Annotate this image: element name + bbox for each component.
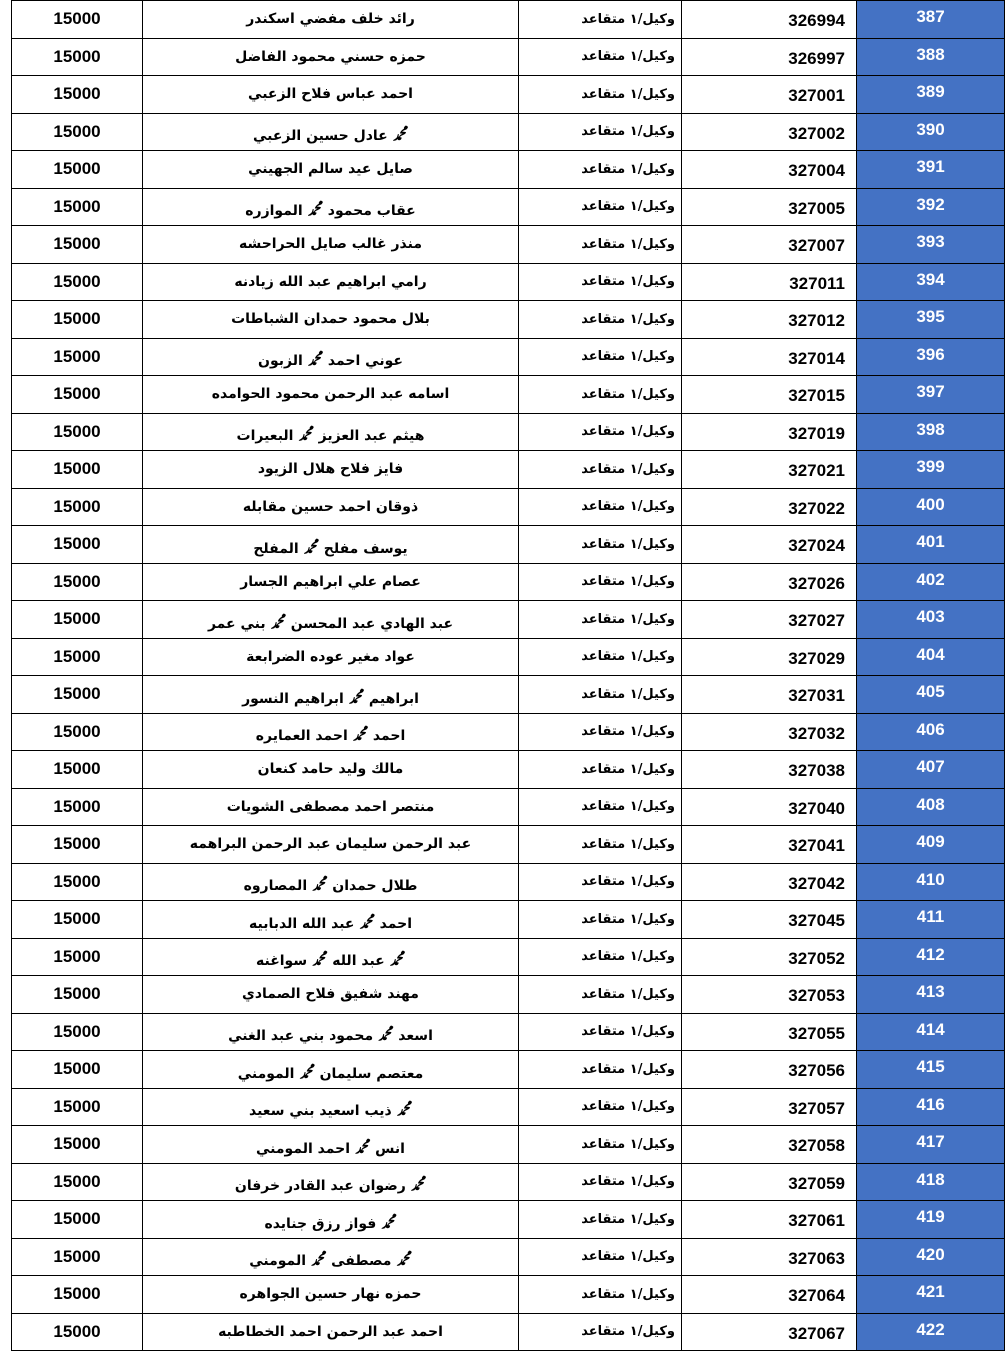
- row-index-cell: 404: [857, 638, 1005, 676]
- name-cell: منتصر احمد مصطفى الشويات: [143, 788, 519, 826]
- name-cell: يوسف مفلح ﷴ المفلح: [143, 526, 519, 564]
- id-number-cell: 327007: [682, 226, 857, 264]
- id-number-cell: 327041: [682, 826, 857, 864]
- rank-cell: وكيل/١ متقاعد: [519, 151, 682, 189]
- amount-cell: 15000: [12, 376, 143, 414]
- table-row: [12, 1126, 1005, 1164]
- row-index-cell: 402: [857, 563, 1005, 601]
- row-index-cell: 414: [857, 1013, 1005, 1051]
- row-index-cell: 387: [857, 1, 1005, 39]
- row-index-cell: 422: [857, 1313, 1005, 1351]
- id-number-cell: 327031: [682, 676, 857, 714]
- table-row: [12, 1051, 1005, 1089]
- id-number-cell: 327061: [682, 1201, 857, 1239]
- id-number-cell: 327014: [682, 338, 857, 376]
- rank-cell: وكيل/١ متقاعد: [519, 976, 682, 1014]
- table-row: [12, 863, 1005, 901]
- row-index-cell: 410: [857, 863, 1005, 901]
- amount-cell: 15000: [12, 113, 143, 151]
- amount-cell: 15000: [12, 563, 143, 601]
- row-index-cell: 421: [857, 1276, 1005, 1314]
- rank-cell: وكيل/١ متقاعد: [519, 826, 682, 864]
- name-cell: صايل عيد سالم الجهيني: [143, 151, 519, 189]
- rank-cell: وكيل/١ متقاعد: [519, 901, 682, 939]
- name-cell: ﷴ مصطفى ﷴ المومني: [143, 1238, 519, 1276]
- amount-cell: 15000: [12, 263, 143, 301]
- name-cell: ﷴ رضوان عبد القادر خرفان: [143, 1163, 519, 1201]
- amount-cell: 15000: [12, 863, 143, 901]
- row-index-cell: 416: [857, 1088, 1005, 1126]
- rank-cell: وكيل/١ متقاعد: [519, 188, 682, 226]
- records-table: [11, 0, 1005, 1351]
- name-cell: رائد خلف مفضي اسكندر: [143, 1, 519, 39]
- table-row: [12, 226, 1005, 264]
- rank-cell: وكيل/١ متقاعد: [519, 376, 682, 414]
- table-row: [12, 676, 1005, 714]
- rank-cell: وكيل/١ متقاعد: [519, 1051, 682, 1089]
- rank-cell: وكيل/١ متقاعد: [519, 38, 682, 76]
- id-number-cell: 327063: [682, 1238, 857, 1276]
- row-index-cell: 393: [857, 226, 1005, 264]
- amount-cell: 15000: [12, 1201, 143, 1239]
- table-row: [12, 376, 1005, 414]
- rank-cell: وكيل/١ متقاعد: [519, 526, 682, 564]
- row-index-cell: 399: [857, 451, 1005, 489]
- rank-cell: وكيل/١ متقاعد: [519, 563, 682, 601]
- id-number-cell: 327021: [682, 451, 857, 489]
- table-row: [12, 413, 1005, 451]
- amount-cell: 15000: [12, 638, 143, 676]
- id-number-cell: 326997: [682, 38, 857, 76]
- rank-cell: وكيل/١ متقاعد: [519, 676, 682, 714]
- table-row: [12, 1, 1005, 39]
- rank-cell: وكيل/١ متقاعد: [519, 713, 682, 751]
- row-index-cell: 396: [857, 338, 1005, 376]
- id-number-cell: 327056: [682, 1051, 857, 1089]
- row-index-cell: 392: [857, 188, 1005, 226]
- id-number-cell: 327002: [682, 113, 857, 151]
- table-row: [12, 1201, 1005, 1239]
- table-row: [12, 301, 1005, 339]
- table-row: [12, 601, 1005, 639]
- row-index-cell: 415: [857, 1051, 1005, 1089]
- id-number-cell: 327027: [682, 601, 857, 639]
- row-index-cell: 390: [857, 113, 1005, 151]
- name-cell: فايز فلاح هلال الزيود: [143, 451, 519, 489]
- table-row: [12, 76, 1005, 114]
- rank-cell: وكيل/١ متقاعد: [519, 1201, 682, 1239]
- rank-cell: وكيل/١ متقاعد: [519, 338, 682, 376]
- row-index-cell: 389: [857, 76, 1005, 114]
- id-number-cell: 327032: [682, 713, 857, 751]
- table-row: [12, 1238, 1005, 1276]
- id-number-cell: 326994: [682, 1, 857, 39]
- id-number-cell: 327055: [682, 1013, 857, 1051]
- name-cell: حمزه حسني محمود الفاضل: [143, 38, 519, 76]
- rank-cell: وكيل/١ متقاعد: [519, 113, 682, 151]
- id-number-cell: 327005: [682, 188, 857, 226]
- amount-cell: 15000: [12, 1238, 143, 1276]
- table-row: [12, 113, 1005, 151]
- name-cell: عوني احمد ﷴ الزبون: [143, 338, 519, 376]
- table-row: [12, 938, 1005, 976]
- id-number-cell: 327019: [682, 413, 857, 451]
- rank-cell: وكيل/١ متقاعد: [519, 301, 682, 339]
- row-index-cell: 407: [857, 751, 1005, 789]
- row-index-cell: 398: [857, 413, 1005, 451]
- rank-cell: وكيل/١ متقاعد: [519, 1126, 682, 1164]
- amount-cell: 15000: [12, 676, 143, 714]
- rank-cell: وكيل/١ متقاعد: [519, 1088, 682, 1126]
- name-cell: عقاب محمود ﷴ الموازره: [143, 188, 519, 226]
- records-table-body: [12, 1, 1005, 1351]
- row-index-cell: 395: [857, 301, 1005, 339]
- rank-cell: وكيل/١ متقاعد: [519, 1, 682, 39]
- row-index-cell: 391: [857, 151, 1005, 189]
- id-number-cell: 327053: [682, 976, 857, 1014]
- id-number-cell: 327042: [682, 863, 857, 901]
- rank-cell: وكيل/١ متقاعد: [519, 1013, 682, 1051]
- id-number-cell: 327038: [682, 751, 857, 789]
- table-row: [12, 826, 1005, 864]
- row-index-cell: 419: [857, 1201, 1005, 1239]
- name-cell: ﷴ ذيب اسعيد بني سعيد: [143, 1088, 519, 1126]
- amount-cell: 15000: [12, 1313, 143, 1351]
- name-cell: طلال حمدان ﷴ المصاروه: [143, 863, 519, 901]
- name-cell: هيثم عبد العزيز ﷴ البعيرات: [143, 413, 519, 451]
- row-index-cell: 413: [857, 976, 1005, 1014]
- id-number-cell: 327011: [682, 263, 857, 301]
- rank-cell: وكيل/١ متقاعد: [519, 788, 682, 826]
- name-cell: احمد ﷴ احمد العمايره: [143, 713, 519, 751]
- name-cell: مالك وليد حامد كنعان: [143, 751, 519, 789]
- id-number-cell: 327059: [682, 1163, 857, 1201]
- name-cell: حمزه نهار حسين الجواهره: [143, 1276, 519, 1314]
- table-row: [12, 263, 1005, 301]
- amount-cell: 15000: [12, 338, 143, 376]
- amount-cell: 15000: [12, 1163, 143, 1201]
- row-index-cell: 417: [857, 1126, 1005, 1164]
- table-row: [12, 713, 1005, 751]
- name-cell: رامي ابراهيم عبد الله زيادنه: [143, 263, 519, 301]
- rank-cell: وكيل/١ متقاعد: [519, 1163, 682, 1201]
- name-cell: منذر غالب صايل الحراحشه: [143, 226, 519, 264]
- name-cell: ﷴ عبد الله ﷴ سواغنه: [143, 938, 519, 976]
- amount-cell: 15000: [12, 38, 143, 76]
- rank-cell: وكيل/١ متقاعد: [519, 638, 682, 676]
- table-row: [12, 1013, 1005, 1051]
- id-number-cell: 327045: [682, 901, 857, 939]
- rank-cell: وكيل/١ متقاعد: [519, 451, 682, 489]
- id-number-cell: 327026: [682, 563, 857, 601]
- row-index-cell: 400: [857, 488, 1005, 526]
- name-cell: اسامه عبد الرحمن محمود الحوامده: [143, 376, 519, 414]
- id-number-cell: 327001: [682, 76, 857, 114]
- table-row: [12, 151, 1005, 189]
- amount-cell: 15000: [12, 1126, 143, 1164]
- amount-cell: 15000: [12, 1, 143, 39]
- name-cell: عبد الهادي عبد المحسن ﷴ بني عمر: [143, 601, 519, 639]
- amount-cell: 15000: [12, 1276, 143, 1314]
- name-cell: بلال محمود حمدان الشباطات: [143, 301, 519, 339]
- name-cell: عصام علي ابراهيم الجسار: [143, 563, 519, 601]
- name-cell: مهند شفيق فلاح الصمادي: [143, 976, 519, 1014]
- id-number-cell: 327029: [682, 638, 857, 676]
- table-row: [12, 563, 1005, 601]
- name-cell: انس ﷴ احمد المومني: [143, 1126, 519, 1164]
- rank-cell: وكيل/١ متقاعد: [519, 76, 682, 114]
- name-cell: ابراهيم ﷴ ابراهيم النسور: [143, 676, 519, 714]
- amount-cell: 15000: [12, 151, 143, 189]
- name-cell: معتصم سليمان ﷴ المومني: [143, 1051, 519, 1089]
- rank-cell: وكيل/١ متقاعد: [519, 263, 682, 301]
- row-index-cell: 397: [857, 376, 1005, 414]
- amount-cell: 15000: [12, 188, 143, 226]
- table-row: [12, 526, 1005, 564]
- table-row: [12, 451, 1005, 489]
- table-row: [12, 488, 1005, 526]
- table-row: [12, 188, 1005, 226]
- row-index-cell: 409: [857, 826, 1005, 864]
- amount-cell: 15000: [12, 488, 143, 526]
- table-row: [12, 901, 1005, 939]
- table-row: [12, 751, 1005, 789]
- row-index-cell: 405: [857, 676, 1005, 714]
- table-row: [12, 1313, 1005, 1351]
- amount-cell: 15000: [12, 76, 143, 114]
- rank-cell: وكيل/١ متقاعد: [519, 488, 682, 526]
- id-number-cell: 327058: [682, 1126, 857, 1164]
- id-number-cell: 327015: [682, 376, 857, 414]
- amount-cell: 15000: [12, 751, 143, 789]
- row-index-cell: 406: [857, 713, 1005, 751]
- amount-cell: 15000: [12, 1051, 143, 1089]
- amount-cell: 15000: [12, 1013, 143, 1051]
- table-row: [12, 976, 1005, 1014]
- rank-cell: وكيل/١ متقاعد: [519, 601, 682, 639]
- name-cell: احمد عبد الرحمن احمد الخطاطبه: [143, 1313, 519, 1351]
- name-cell: اسعد ﷴ محمود بني عبد الغني: [143, 1013, 519, 1051]
- rank-cell: وكيل/١ متقاعد: [519, 863, 682, 901]
- rank-cell: وكيل/١ متقاعد: [519, 751, 682, 789]
- id-number-cell: 327022: [682, 488, 857, 526]
- name-cell: ﷴ عادل حسين الزعبي: [143, 113, 519, 151]
- rank-cell: وكيل/١ متقاعد: [519, 413, 682, 451]
- id-number-cell: 327064: [682, 1276, 857, 1314]
- id-number-cell: 327024: [682, 526, 857, 564]
- amount-cell: 15000: [12, 826, 143, 864]
- amount-cell: 15000: [12, 601, 143, 639]
- row-index-cell: 420: [857, 1238, 1005, 1276]
- amount-cell: 15000: [12, 713, 143, 751]
- name-cell: ﷴ فواز رزق جنايده: [143, 1201, 519, 1239]
- amount-cell: 15000: [12, 976, 143, 1014]
- row-index-cell: 401: [857, 526, 1005, 564]
- rank-cell: وكيل/١ متقاعد: [519, 938, 682, 976]
- rank-cell: وكيل/١ متقاعد: [519, 1238, 682, 1276]
- id-number-cell: 327012: [682, 301, 857, 339]
- amount-cell: 15000: [12, 1088, 143, 1126]
- rank-cell: وكيل/١ متقاعد: [519, 1276, 682, 1314]
- amount-cell: 15000: [12, 451, 143, 489]
- amount-cell: 15000: [12, 788, 143, 826]
- amount-cell: 15000: [12, 938, 143, 976]
- amount-cell: 15000: [12, 526, 143, 564]
- table-row: [12, 338, 1005, 376]
- name-cell: احمد ﷴ عبد الله الدبابيه: [143, 901, 519, 939]
- rank-cell: وكيل/١ متقاعد: [519, 1313, 682, 1351]
- amount-cell: 15000: [12, 413, 143, 451]
- id-number-cell: 327067: [682, 1313, 857, 1351]
- name-cell: ذوقان احمد حسين مقابله: [143, 488, 519, 526]
- name-cell: عواد مغير عوده الضرابعة: [143, 638, 519, 676]
- table-row: [12, 1276, 1005, 1314]
- row-index-cell: 394: [857, 263, 1005, 301]
- amount-cell: 15000: [12, 301, 143, 339]
- row-index-cell: 411: [857, 901, 1005, 939]
- id-number-cell: 327040: [682, 788, 857, 826]
- table-row: [12, 788, 1005, 826]
- table-row: [12, 38, 1005, 76]
- id-number-cell: 327052: [682, 938, 857, 976]
- table-row: [12, 1088, 1005, 1126]
- rank-cell: وكيل/١ متقاعد: [519, 226, 682, 264]
- name-cell: عبد الرحمن سليمان عبد الرحمن البراهمه: [143, 826, 519, 864]
- row-index-cell: 412: [857, 938, 1005, 976]
- name-cell: احمد عباس فلاح الزعبي: [143, 76, 519, 114]
- id-number-cell: 327057: [682, 1088, 857, 1126]
- row-index-cell: 403: [857, 601, 1005, 639]
- row-index-cell: 418: [857, 1163, 1005, 1201]
- table-row: [12, 638, 1005, 676]
- id-number-cell: 327004: [682, 151, 857, 189]
- amount-cell: 15000: [12, 901, 143, 939]
- row-index-cell: 408: [857, 788, 1005, 826]
- amount-cell: 15000: [12, 226, 143, 264]
- table-row: [12, 1163, 1005, 1201]
- row-index-cell: 388: [857, 38, 1005, 76]
